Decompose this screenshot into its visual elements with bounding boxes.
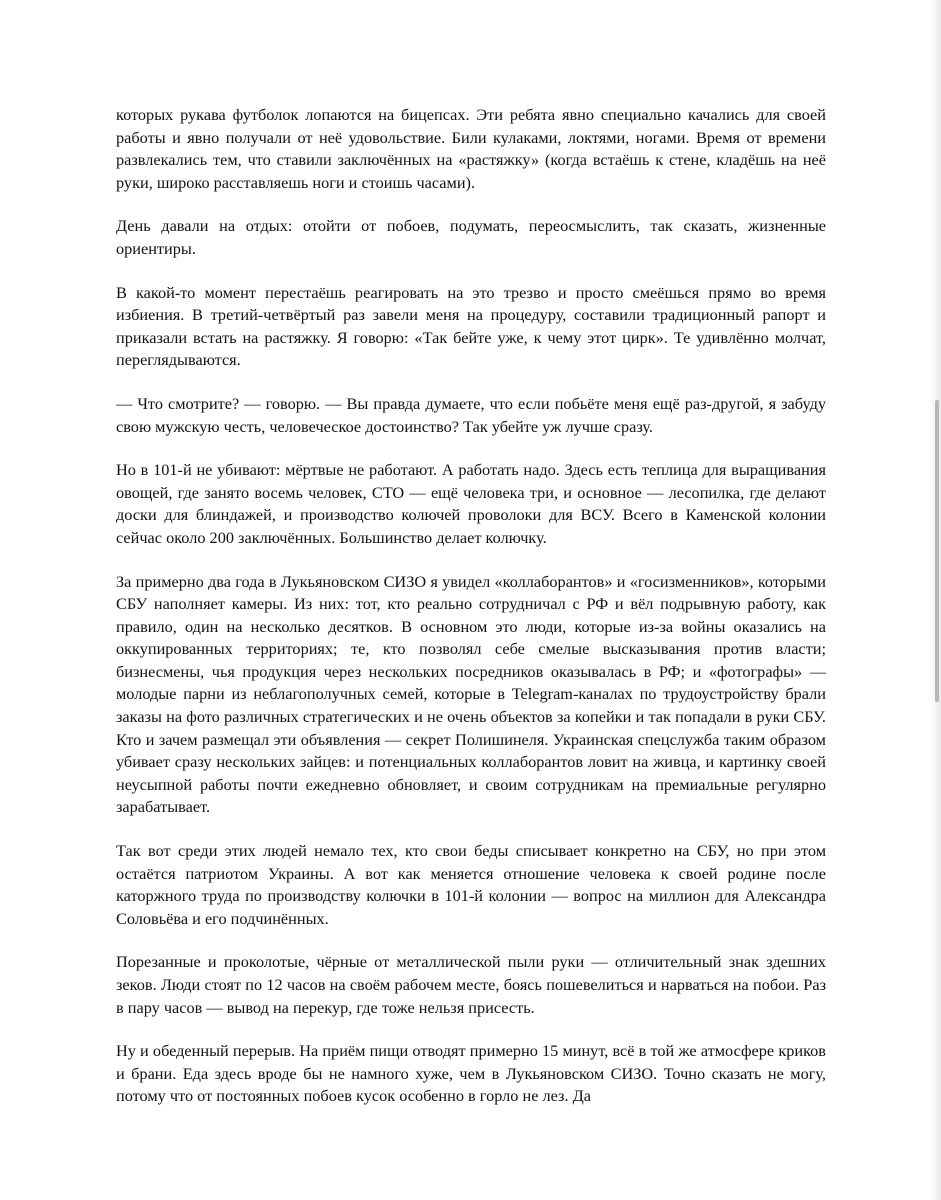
- paragraph-2: День давали на отдых: отойти от побоев, подумать, переосмыслить, так сказать, жизненные ориентиры.: [116, 216, 826, 258]
- paragraph-9: Ну и обеденный перерыв. На приём пищи отводят примерно 15 минут, всё в той же атмосфере криков и брани. Еда здесь вроде бы не намного хуже, чем в Лукьяновском СИЗО. Точно сказать не могу, потому что от постоянных побоев кусок особенно в горло не лез. Да: [116, 1041, 826, 1106]
- paragraph-6: За примерно два года в Лукьяновском СИЗО я увидел «коллаборантов» и «госизменников», которыми СБУ наполняет камеры. Из них: тот, кто реально сотрудничал с РФ и вёл подрывную работу, как правило, один на несколько десятков. В основном это люди, которые из-за войны оказались на оккупированных территориях; те, кто позволял себе смелые высказывания против власти; бизнесмены, чья продукция через нескольких посредников оказывалась в РФ; и «фотографы» — молодые парни из неблагополучных семей, которые в Telegram-каналах по трудоустройству брали заказы на фото различных стратегических и не очень объектов за копейки и так попадали в руки СБУ. Кто и зачем размещал эти объявления — секрет Полишинеля. Украинская спецслужба таким образом убивает сразу нескольких зайцев: и потенциальных коллаборантов ловит на живца, и картинку своей неусыпной работы почти ежедневно обновляет, и своим сотрудникам на премиальные регулярно зарабатывает.: [116, 571, 826, 817]
- paragraph-1: которых рукава футболок лопаются на бицепсах. Эти ребята явно специально качались для своей работы и явно получали от неё удовольствие. Били кулаками, локтями, ногами. Время от времени развлекались тем, что ставили заключённых на «растяжку» (когда встаёшь к стене, кладёшь на неё руки, широко расставляешь ноги и стоишь часами).: [116, 105, 826, 192]
- paragraph-7: Так вот среди этих людей немало тех, кто свои беды списывает конкретно на СБУ, но при этом остаётся патриотом Украины. А вот как меняется отношение человека к своей родине после каторжного труда по производству колючки в 101-й колонии — вопрос на миллион для Александра Соловьёва и его подчинённых.: [116, 841, 826, 928]
- paragraph-5: Но в 101-й не убивают: мёртвые не работают. А работать надо. Здесь есть теплица для выращивания овощей, где занято восемь человек, СТО — ещё человека три, и основное — лесопилка, где делают доски для блиндажей, и производство колючей проволоки для ВСУ. Всего в Каменской колонии сейчас около 200 заключённых. Большинство делает колючку.: [116, 460, 826, 547]
- paragraph-4: — Что смотрите? — говорю. — Вы правда думаете, что если побьёте меня ещё раз-другой, я забуду свою мужскую честь, человеческое достоинство? Так убейте уж лучше сразу.: [116, 393, 826, 436]
- scrollbar-thumb[interactable]: [935, 400, 939, 702]
- paragraph-8: Порезанные и проколотые, чёрные от металлической пыли руки — отличительный знак здешних зеков. Люди стоят по 12 часов на своём рабочем месте, боясь пошевелиться и нарваться на побои. Раз в пару часов — вывод на перекур, где тоже нельзя присесть.: [116, 952, 826, 1017]
- paragraph-3: В какой-то момент перестаёшь реагировать на это трезво и просто смеёшься прямо во время избиения. В третий-четвёртый раз завели меня на процедуру, составили традиционный рапорт и приказали встать на растяжку. Я говорю: «Так бейте уже, к чему этот цирк». Те удивлённо молчат, переглядываются.: [116, 282, 826, 370]
- article-body: [116, 104, 826, 1129]
